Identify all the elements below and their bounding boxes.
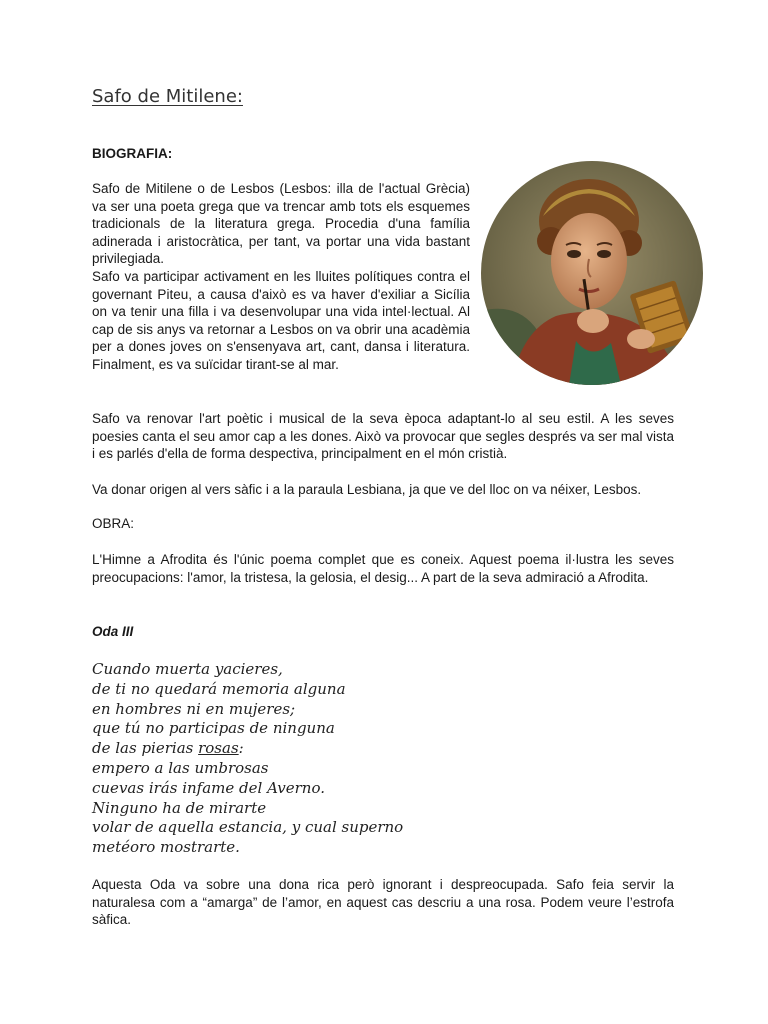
oda-heading: Oda III xyxy=(92,624,134,639)
poem-underlined-word: rosas xyxy=(198,739,239,758)
poem-line xyxy=(92,739,403,759)
biography-heading: BIOGRAFIA: xyxy=(92,146,173,161)
poem-line: que tú no participas de ninguna xyxy=(92,719,335,738)
poem-line-text: : xyxy=(238,739,244,758)
paragraph-himne: L'Himne a Afrodita és l'únic poema complet que es coneix. Aquest poema il·lustra les seves preocupacions: l'amor, la tristesa, la gelosia, el desig... A part de la seva admiració a Afrodita. xyxy=(92,552,674,585)
poem-line-text: de las pierias xyxy=(92,739,199,758)
poem-line: Cuando muerta yacieres, xyxy=(92,660,283,678)
biography-paragraph: Safo de Mitilene o de Lesbos (Lesbos: illa de l'actual Grècia) va ser una poeta grega que va trencar amb tots els esquemes tradicionals de la literatura grega. Procedia d'una família adinerada i aristocràtica, per tant, va portar una vida bastant privilegiada. xyxy=(92,181,470,267)
biography-paragraph: Safo va participar activament en les lluites polítiques contra el governant Piteu, a causa d'això es va haver d'exiliar a Sicília on va tenir una filla i va desenvolupar una vida intel·lectual. Al cap de sis anys va retornar a Lesbos on va obrir una acadèmia per a dones joves on s'ensenyava art, cant, dansa i literatura. Finalment, es va suïcidar tirant-se al mar. xyxy=(92,268,470,372)
poem-line: cuevas irás infame del Averno. xyxy=(92,778,326,797)
poem-line: Ninguno ha de mirarte xyxy=(92,798,267,817)
poem xyxy=(92,660,403,858)
poem-line: de ti no quedará memoria alguna xyxy=(92,679,346,698)
page-title: Safo de Mitilene: xyxy=(92,86,243,107)
poem-line: en hombres ni en mujeres; xyxy=(92,699,296,718)
biography-text xyxy=(92,180,470,374)
sappho-portrait-image xyxy=(481,161,703,385)
poem-line: volar de aquella estancia, y cual superno xyxy=(92,818,404,837)
paragraph-art: Safo va renovar l'art poètic i musical de la seva època adaptant-lo al seu estil. A les seves poesies canta el seu amor cap a les dones. Això va provocar que segles després va ser mal vista i es parlés d'ella de forma despectiva, principalment en el món cristià. xyxy=(92,411,674,462)
paragraph-final: Aquesta Oda va sobre una dona rica però ignorant i despreocupada. Safo feia servir la naturalesa com a “amarga” de l’amor, en aquest cas descriu a una rosa. Podem veure l’estrofa sàfica. xyxy=(92,877,674,928)
poem-line: empero a las umbrosas xyxy=(92,758,269,777)
paragraph-origin: Va donar origen al vers sàfic i a la paraula Lesbiana, ja que ve del lloc on va néixer, Lesbos. xyxy=(92,482,642,497)
obra-heading: OBRA: xyxy=(92,516,135,531)
poem-line: metéoro mostrarte. xyxy=(92,838,240,857)
